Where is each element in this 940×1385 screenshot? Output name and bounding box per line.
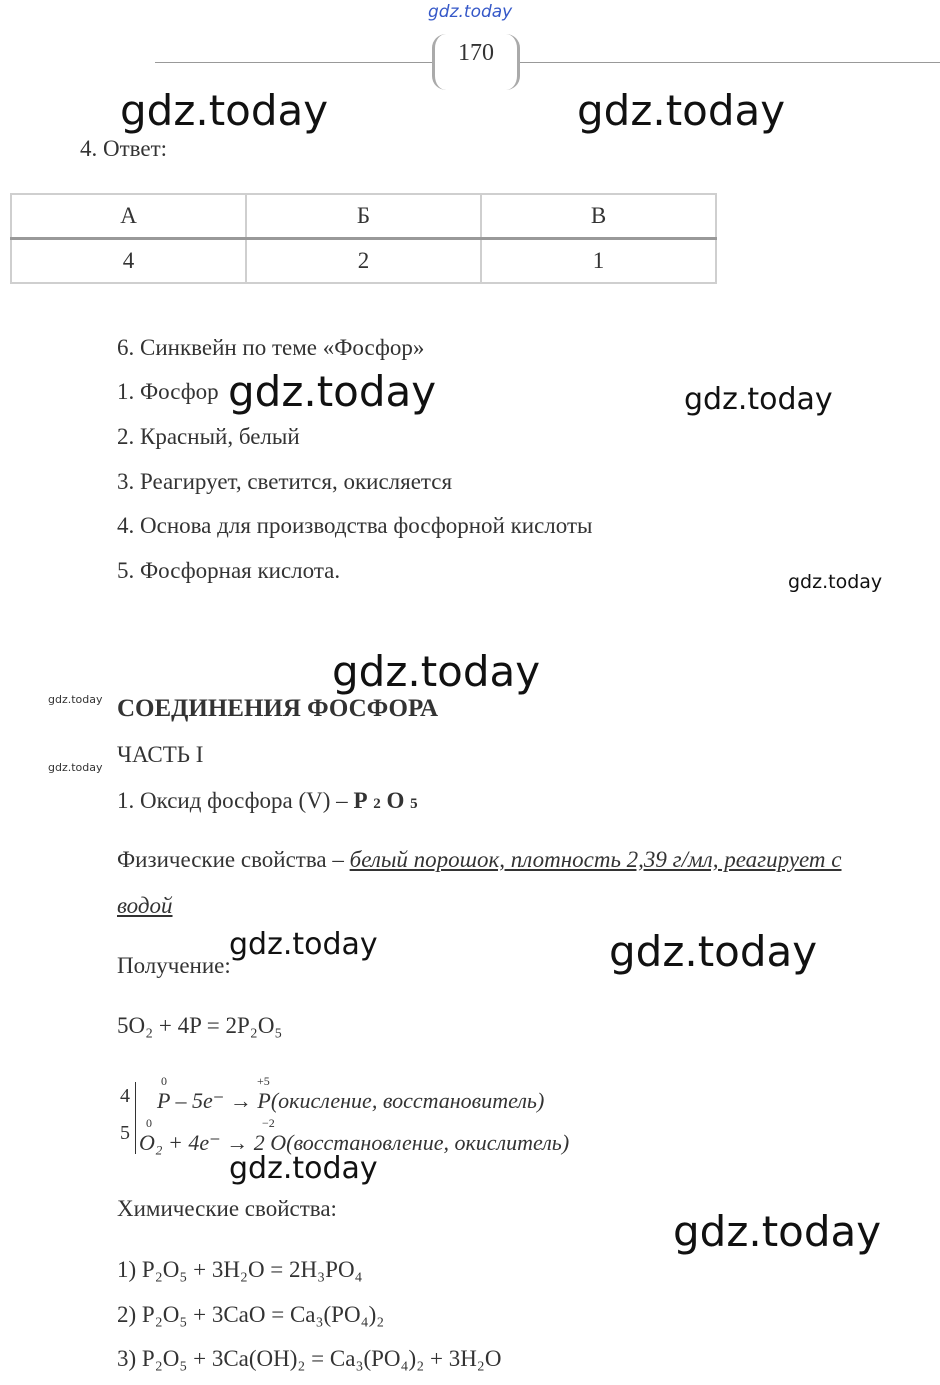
cinquain-line: 4. Основа для производства фосфорной кислоты (117, 513, 593, 538)
answer-header-cell: В (481, 194, 716, 239)
redox-half-reaction: P – 5e⁻ → P(окисление, восстановитель) (157, 1088, 545, 1113)
obtaining-label: Получение: (117, 953, 231, 978)
item-1 (117, 788, 418, 814)
formula-o: O (386, 788, 405, 813)
formula-sub: 2 (373, 796, 381, 812)
answer-value-row (11, 239, 716, 284)
physical-value: белый порошок, плотность 2,39 г/мл, реагирует с (349, 847, 842, 872)
reaction: 2) P₂O₅ + 3CaO = Ca₃(PO₄)₂ (117, 1302, 385, 1327)
oxidation-state: −2 (262, 1116, 275, 1130)
redox-coef: 4 (120, 1085, 130, 1107)
redox-bar (135, 1082, 136, 1154)
section-title: СОЕДИНЕНИЯ ФОСФОРА (117, 695, 439, 722)
answer-header-cell: Б (246, 194, 481, 239)
physical-label: Физические свойства – (117, 847, 350, 872)
section-part: ЧАСТЬ I (117, 742, 204, 767)
formula-sub: 5 (410, 796, 418, 812)
chemical-label: Химические свойства: (117, 1196, 337, 1221)
physical-properties (117, 847, 842, 873)
physical-value-cont: водой (117, 893, 173, 918)
answer-value-cell: 2 (246, 239, 481, 284)
watermark: gdz.today (120, 86, 329, 135)
reaction: 1) P₂O₅ + 3H₂O = 2H₃PO₄ (117, 1257, 363, 1282)
header-rule-left (155, 62, 432, 63)
answer-header-row (11, 194, 716, 239)
header-rule-right (520, 62, 940, 63)
answer-header-cell: А (11, 194, 246, 239)
watermark-small: gdz.today (48, 761, 103, 774)
reaction: 3) P₂O₅ + 3Ca(OH)₂ = Ca₃(PO₄)₂ + 3H₂O (117, 1346, 502, 1371)
watermark: gdz.today (788, 571, 883, 593)
page-number: 170 (458, 40, 494, 66)
oxidation-state: +5 (257, 1074, 270, 1088)
obtaining-equation: 5O₂ + 4P = 2P₂O₅ (117, 1013, 283, 1038)
watermark: gdz.today (577, 86, 786, 135)
answer-label: 4. Ответ: (80, 136, 168, 161)
answer-value-cell: 4 (11, 239, 246, 284)
watermark: gdz.today (229, 927, 378, 962)
cinquain-title: 6. Синквейн по теме «Фосфор» (117, 335, 425, 360)
oxidation-state: 0 (146, 1116, 152, 1130)
answer-value-cell: 1 (481, 239, 716, 284)
top-watermark: gdz.today (428, 2, 513, 22)
watermark: gdz.today (673, 1207, 882, 1256)
watermark: gdz.today (684, 382, 833, 417)
redox-coef: 5 (120, 1122, 130, 1144)
answer-table (10, 193, 717, 284)
oxidation-state: 0 (161, 1074, 167, 1088)
watermark: gdz.today (229, 1151, 378, 1186)
cinquain-line: 1. Фосфор (117, 379, 219, 404)
cinquain-line: 3. Реагирует, светится, окисляется (117, 469, 453, 494)
watermark: gdz.today (609, 927, 818, 976)
redox-half-reaction: O₂ + 4e⁻ → 2 O(восстановление, окислитель) (139, 1130, 570, 1155)
cinquain-line: 2. Красный, белый (117, 424, 300, 449)
watermark: gdz.today (228, 367, 437, 416)
item-1-prefix: 1. Оксид фосфора (V) – (117, 788, 354, 813)
watermark: gdz.today (332, 647, 541, 696)
watermark-small: gdz.today (48, 693, 103, 706)
cinquain-line: 5. Фосфорная кислота. (117, 558, 341, 583)
formula-p: P (353, 788, 368, 813)
